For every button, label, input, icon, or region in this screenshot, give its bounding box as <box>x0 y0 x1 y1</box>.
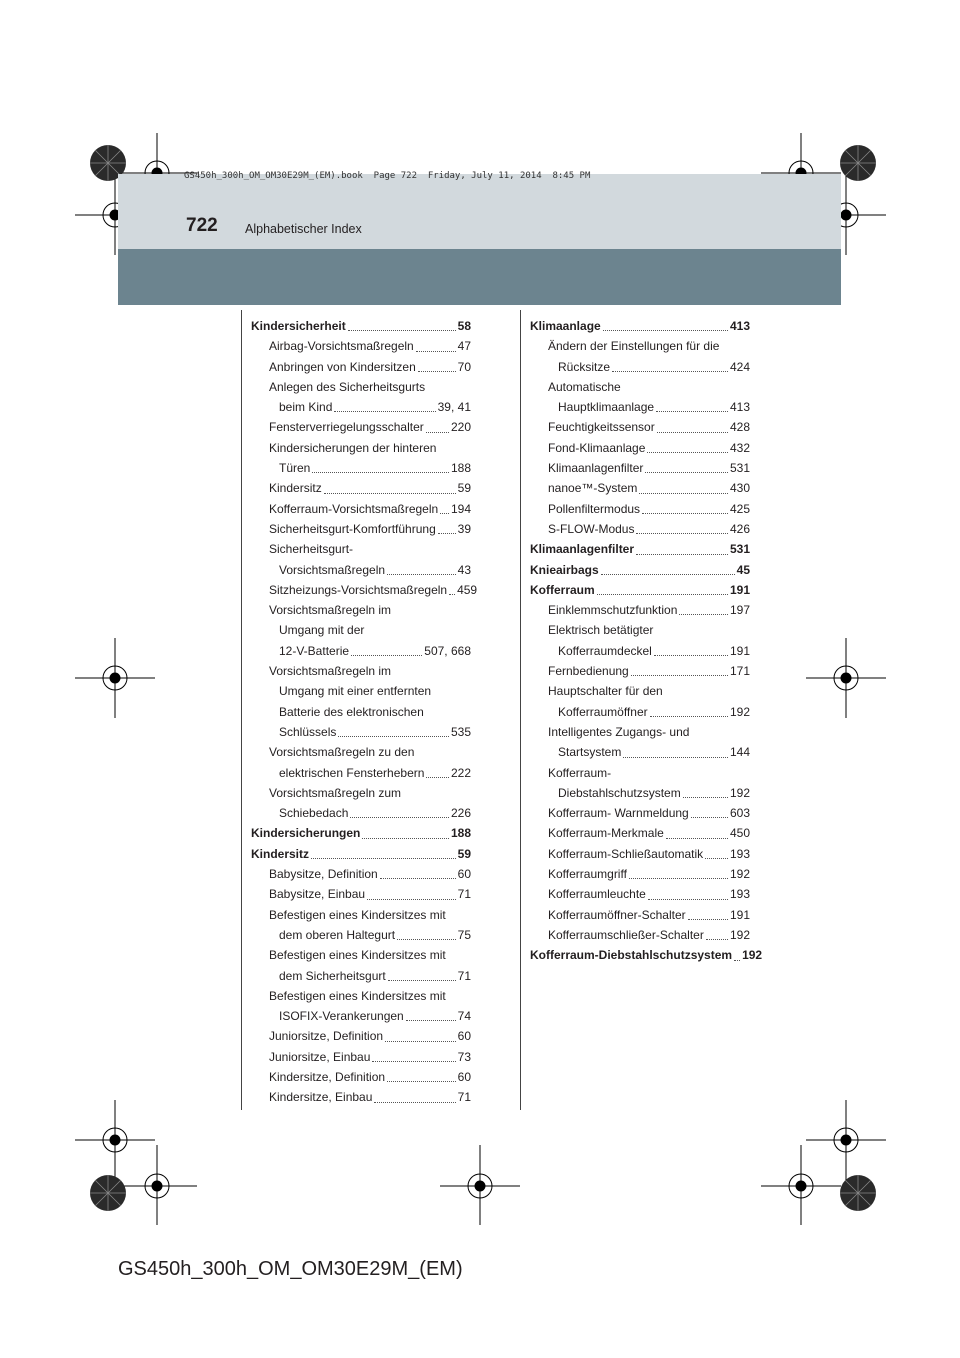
index-entry-term: Kindersitze, Einbau <box>269 1090 373 1105</box>
index-entry-term: Vorsichtsmaßregeln im <box>269 664 392 679</box>
index-entry <box>251 844 471 864</box>
leader-dots <box>449 594 455 595</box>
index-entry-term: beim Kind <box>279 400 333 415</box>
index-entry-term: Kofferraum-Vorsichtsmaßregeln <box>269 501 439 516</box>
index-entry-term: Fond-Klimaanlage <box>548 440 646 455</box>
index-entry <box>251 397 471 417</box>
index-entry <box>251 499 471 519</box>
index-entry-term: Babysitze, Definition <box>269 867 378 882</box>
index-entry <box>530 438 750 458</box>
index-entry-term: Kofferraumdeckel <box>558 643 652 658</box>
index-entry-page[interactable]: 144 <box>729 745 750 760</box>
index-entry-page[interactable]: 220 <box>450 420 471 435</box>
index-entry-term: Juniorsitze, Definition <box>269 1029 384 1044</box>
leader-dots <box>650 716 728 717</box>
leader-dots <box>688 919 728 920</box>
index-entry-page[interactable]: 192 <box>729 867 750 882</box>
index-entry <box>251 641 471 661</box>
leader-dots <box>350 817 449 818</box>
index-entry-page[interactable]: 531 <box>729 461 750 476</box>
left-column-rule <box>241 310 242 1110</box>
leader-dots <box>639 493 728 494</box>
index-entry-page[interactable]: 60 <box>457 1029 471 1044</box>
index-entry-page[interactable]: 39 <box>457 521 471 536</box>
index-entry-term: Kindersitz <box>269 481 322 496</box>
index-entry <box>530 925 750 945</box>
leader-dots <box>362 838 449 839</box>
index-entry <box>251 763 471 783</box>
index-entry-term: Türen <box>279 461 311 476</box>
footer-document-code: GS450h_300h_OM_OM30E29M_(EM) <box>118 1258 463 1280</box>
leader-dots <box>426 777 449 778</box>
index-entry <box>251 783 471 803</box>
index-entry-term: Kofferraumleuchte <box>548 887 646 902</box>
leader-dots <box>385 1041 456 1042</box>
index-entry <box>251 823 471 843</box>
index-entry <box>251 661 471 681</box>
index-entry-page[interactable]: 73 <box>457 1049 471 1064</box>
index-entry <box>530 417 750 437</box>
index-entry <box>530 377 750 397</box>
index-entry-term: Sicherheitsgurt-Komfortführung <box>269 521 436 536</box>
index-entry-page[interactable]: 603 <box>729 806 750 821</box>
index-entry <box>251 417 471 437</box>
index-entry-page[interactable]: 45 <box>736 562 750 577</box>
index-entry <box>530 702 750 722</box>
index-entry <box>251 458 471 478</box>
index-entry <box>251 539 471 559</box>
index-entry <box>251 803 471 823</box>
index-entry-page[interactable]: 192 <box>729 927 750 942</box>
index-entry <box>251 702 471 722</box>
index-entry-term: Befestigen eines Kindersitzes mit <box>269 948 446 963</box>
index-entry-term: Kindersicherungen <box>251 826 361 841</box>
index-entry-term: Vorsichtsmaßregeln im <box>269 603 392 618</box>
index-entry-term: Kofferraumöffner-Schalter <box>548 907 686 922</box>
index-entry-page[interactable]: 60 <box>457 1069 471 1084</box>
index-entry-term: nanoe™-System <box>548 481 638 496</box>
index-entry <box>251 336 471 356</box>
index-entry-term: Ändern der Einstellungen für die <box>548 339 720 354</box>
index-entry-term: Vorsichtsmaßregeln zu den <box>269 745 415 760</box>
index-entry <box>530 600 750 620</box>
index-entry <box>251 905 471 925</box>
index-entry-term: Einklemmschutzfunktion <box>548 603 678 618</box>
index-entry-page[interactable]: 60 <box>457 867 471 882</box>
index-entry-page[interactable]: 432 <box>729 440 750 455</box>
leader-dots <box>338 736 449 737</box>
index-entry-term: Kindersitze, Definition <box>269 1069 386 1084</box>
index-entry <box>251 438 471 458</box>
index-entry-term: Umgang mit einer entfernten <box>279 684 432 699</box>
center-column-rule <box>520 310 521 1110</box>
index-entry <box>251 986 471 1006</box>
index-entry <box>530 397 750 417</box>
index-entry-term: Automatische <box>548 379 621 394</box>
index-entry-term: Vorsichtsmaßregeln zum <box>269 785 402 800</box>
index-entry <box>530 478 750 498</box>
index-entry <box>251 478 471 498</box>
leader-dots <box>734 960 740 961</box>
index-entry-term: dem Sicherheitsgurt <box>279 968 386 983</box>
index-entry <box>530 499 750 519</box>
leader-dots <box>636 554 728 555</box>
leader-dots <box>387 574 456 575</box>
index-entry-term: Anbringen von Kindersitzen <box>269 359 416 374</box>
index-entry <box>251 864 471 884</box>
index-entry-page[interactable]: 222 <box>450 765 471 780</box>
leader-dots <box>705 858 728 859</box>
index-entry-term: Hauptklimaanlage <box>558 400 655 415</box>
index-entry-term: Elektrisch betätigter <box>548 623 654 638</box>
index-entry <box>251 519 471 539</box>
index-entry-page[interactable]: 47 <box>457 339 471 354</box>
index-entry-term: Schiebedach <box>279 806 349 821</box>
index-entry <box>530 620 750 640</box>
index-entry <box>530 823 750 843</box>
leader-dots <box>623 757 728 758</box>
index-entry <box>530 742 750 762</box>
leader-dots <box>642 513 728 514</box>
leader-dots <box>312 472 449 473</box>
index-entry <box>530 539 750 559</box>
index-entry-term: Babysitze, Einbau <box>269 887 366 902</box>
index-entry-term: Feuchtigkeitssensor <box>548 420 655 435</box>
leader-dots <box>311 858 456 859</box>
leader-dots <box>631 675 728 676</box>
index-entry-term: Kofferraum-Merkmale <box>548 826 664 841</box>
index-entry <box>530 864 750 884</box>
index-entry-term: Fernbedienung <box>548 664 629 679</box>
index-entry-page[interactable]: 43 <box>457 562 471 577</box>
leader-dots <box>438 533 456 534</box>
leader-dots <box>374 1102 455 1103</box>
leader-dots <box>657 432 728 433</box>
index-entry-term: Hauptschalter für den <box>548 684 663 699</box>
index-entry <box>251 560 471 580</box>
index-entry <box>530 458 750 478</box>
index-entry-term: Befestigen eines Kindersitzes mit <box>269 907 446 922</box>
index-entry-page[interactable]: 75 <box>457 927 471 942</box>
index-entry-page[interactable]: 193 <box>729 887 750 902</box>
index-entry <box>251 1087 471 1107</box>
index-entry <box>251 681 471 701</box>
index-entry <box>251 742 471 762</box>
index-entry-page[interactable]: 507, 668 <box>424 643 471 658</box>
index-entry-page[interactable]: 192 <box>729 704 750 719</box>
leader-dots <box>418 371 456 372</box>
index-entry <box>530 783 750 803</box>
index-entry <box>530 681 750 701</box>
index-entry-term: Kofferraumschließer-Schalter <box>548 927 704 942</box>
leader-dots <box>656 411 728 412</box>
index-entry-page[interactable]: 188 <box>450 826 471 841</box>
index-entry <box>530 336 750 356</box>
index-entry-term: Kofferraum <box>530 582 595 597</box>
leader-dots <box>426 432 449 433</box>
index-entry-term: dem oberen Haltegurt <box>279 927 396 942</box>
index-entry-page[interactable]: 188 <box>450 461 471 476</box>
index-entry <box>251 600 471 620</box>
leader-dots <box>612 371 728 372</box>
index-entry-term: ISOFIX-Verankerungen <box>279 1009 404 1024</box>
index-entry-page[interactable]: 191 <box>729 582 750 597</box>
index-entry-term: Klimaanlage <box>530 319 601 333</box>
index-entry <box>251 1067 471 1087</box>
leader-dots <box>629 878 728 879</box>
index-entry-page[interactable]: 531 <box>729 542 750 557</box>
index-entry <box>251 884 471 904</box>
leader-dots <box>324 493 456 494</box>
index-entry-page[interactable]: 413 <box>729 400 750 415</box>
index-entry-page[interactable]: 226 <box>450 806 471 821</box>
index-left-column <box>251 316 478 1108</box>
index-entry-page[interactable]: 191 <box>729 643 750 658</box>
leader-dots <box>416 351 456 352</box>
index-entry-term: Batterie des elektronischen <box>279 704 424 719</box>
index-entry <box>251 722 471 742</box>
index-entry <box>530 763 750 783</box>
header-band <box>118 249 841 305</box>
index-entry-page[interactable]: 459 <box>457 582 478 597</box>
leader-dots <box>647 452 728 453</box>
index-entry <box>530 905 750 925</box>
leader-dots <box>440 513 449 514</box>
index-entry-page[interactable]: 193 <box>729 846 750 861</box>
index-entry-page[interactable]: 535 <box>450 724 471 739</box>
section-title: Alphabetischer Index <box>245 222 362 236</box>
index-entry-page[interactable]: 59 <box>457 481 471 496</box>
index-entry <box>251 316 471 336</box>
index-entry-term: 12-V-Batterie <box>279 643 350 658</box>
index-entry <box>251 620 471 640</box>
index-entry-term: Kindersitz <box>251 846 310 861</box>
leader-dots <box>334 411 435 412</box>
leader-dots <box>388 980 456 981</box>
index-entry-page[interactable]: 430 <box>729 481 750 496</box>
index-entry <box>251 1006 471 1026</box>
leader-dots <box>380 878 456 879</box>
header-background <box>118 174 841 249</box>
index-entry-term: Pollenfiltermodus <box>548 501 641 516</box>
leader-dots <box>706 939 728 940</box>
index-entry <box>530 580 750 600</box>
index-entry-page[interactable]: 59 <box>457 846 471 861</box>
index-entry-term: Anlegen des Sicherheitsgurts <box>269 379 426 394</box>
leader-dots <box>406 1020 456 1021</box>
leader-dots <box>397 939 456 940</box>
index-entry-term: Kofferraum- Warnmeldung <box>548 806 689 821</box>
index-entry-term: Startsystem <box>558 745 622 760</box>
index-entry-term: Schlüssels <box>279 724 337 739</box>
index-entry-term: Intelligentes Zugangs- und <box>548 724 690 739</box>
index-entry-term: elektrischen Fensterhebern <box>279 765 425 780</box>
index-entry-page[interactable]: 191 <box>729 907 750 922</box>
leader-dots <box>372 1061 455 1062</box>
index-entry-term: Klimaanlagenfilter <box>530 542 635 557</box>
index-entry-term: Airbag-Vorsichtsmaßregeln <box>269 339 414 354</box>
index-entry-term: Kofferraum-Diebstahlschutzsystem <box>530 948 733 963</box>
index-entry-term: Fensterverriegelungsschalter <box>269 420 424 435</box>
index-entry-page[interactable]: 197 <box>729 603 750 618</box>
leader-dots <box>683 797 728 798</box>
index-entry <box>530 844 750 864</box>
leader-dots <box>654 655 728 656</box>
index-entry <box>251 945 471 965</box>
index-entry-page[interactable]: 71 <box>457 1090 471 1105</box>
index-entry-term: Knieairbags <box>530 562 599 577</box>
index-entry <box>251 1047 471 1067</box>
index-entry-page[interactable]: 194 <box>450 501 471 516</box>
index-entry <box>530 803 750 823</box>
index-entry <box>530 884 750 904</box>
index-entry-term: Sicherheitsgurt- <box>269 542 354 557</box>
index-entry-term: Kofferraum- <box>548 765 612 780</box>
leader-dots <box>603 330 728 331</box>
index-entry-page[interactable]: 71 <box>457 968 471 983</box>
index-entry-term: Kindersicherungen der hinteren <box>269 440 437 455</box>
index-entry-term: Kindersicherheit <box>251 319 346 333</box>
index-entry-page[interactable]: 171 <box>729 664 750 679</box>
index-entry <box>251 377 471 397</box>
leader-dots <box>597 594 728 595</box>
index-entry <box>530 945 763 965</box>
index-entry-term: Kofferraumöffner <box>558 704 648 719</box>
index-entry-page[interactable]: 426 <box>729 521 750 536</box>
index-entry-term: S-FLOW-Modus <box>548 521 635 536</box>
index-entry <box>251 925 471 945</box>
book-info: GS450h_300h_OM_OM30E29M_(EM).book Page 722 Friday, July 11, 2014 8:45 PM <box>184 171 591 181</box>
index-entry <box>251 1026 471 1046</box>
index-entry-term: Sitzheizungs-Vorsichtsmaßregeln <box>269 582 448 597</box>
index-entry <box>530 316 750 336</box>
index-entry-page[interactable]: 39, 41 <box>437 400 471 415</box>
index-entry <box>530 641 750 661</box>
leader-dots <box>367 899 456 900</box>
index-entry-term: Juniorsitze, Einbau <box>269 1049 371 1064</box>
index-entry <box>530 722 750 742</box>
index-entry-term: Vorsichtsmaßregeln <box>279 562 386 577</box>
index-entry-term: Befestigen eines Kindersitzes mit <box>269 988 446 1003</box>
index-right-column <box>530 316 763 966</box>
leader-dots <box>691 817 728 818</box>
index-entry-page[interactable]: 58 <box>457 319 471 333</box>
leader-dots <box>351 655 422 656</box>
leader-dots <box>645 472 728 473</box>
index-entry-page[interactable]: 71 <box>457 887 471 902</box>
leader-dots <box>679 614 728 615</box>
index-entry <box>530 560 750 580</box>
index-entry-term: Kofferraum-Schließautomatik <box>548 846 704 861</box>
index-entry <box>530 519 750 539</box>
index-entry-term: Rücksitze <box>558 359 611 374</box>
index-entry <box>530 661 750 681</box>
index-entry-term: Umgang mit der <box>279 623 365 638</box>
index-entry-page[interactable]: 425 <box>729 501 750 516</box>
index-entry <box>251 966 471 986</box>
index-entry-term: Klimaanlagenfilter <box>548 461 644 476</box>
index-entry-page[interactable]: 428 <box>729 420 750 435</box>
leader-dots <box>348 330 456 331</box>
index-entry <box>530 357 750 377</box>
leader-dots <box>648 899 728 900</box>
index-entry-page[interactable]: 413 <box>729 319 750 333</box>
leader-dots <box>666 838 728 839</box>
index-entry-page[interactable]: 192 <box>742 948 763 963</box>
index-entry <box>251 580 478 600</box>
index-entry-page[interactable]: 70 <box>457 359 471 374</box>
page-number: 722 <box>186 215 218 236</box>
leader-dots <box>387 1081 456 1082</box>
index-entry-page[interactable]: 74 <box>457 1009 471 1024</box>
index-entry-page[interactable]: 192 <box>729 785 750 800</box>
index-entry <box>251 357 471 377</box>
index-entry-term: Diebstahlschutzsystem <box>558 785 681 800</box>
leader-dots <box>601 574 735 575</box>
leader-dots <box>636 533 728 534</box>
index-entry-term: Kofferraumgriff <box>548 867 627 882</box>
index-entry-page[interactable]: 424 <box>729 359 750 374</box>
index-entry-page[interactable]: 450 <box>729 826 750 841</box>
